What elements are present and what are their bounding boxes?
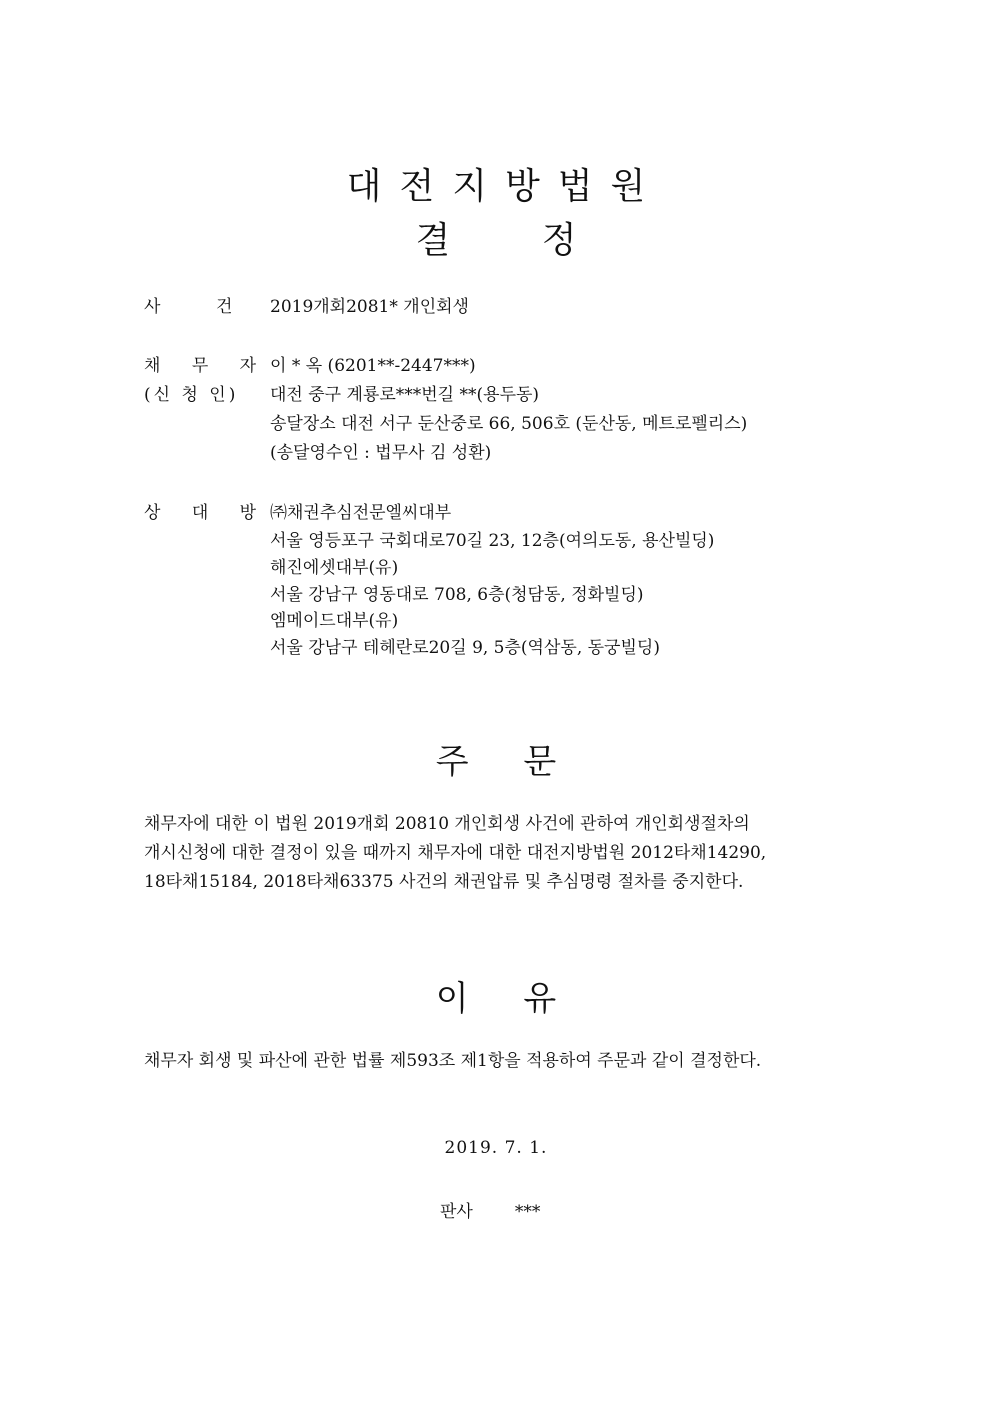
opponent-label: 상 대 방	[144, 503, 270, 523]
order-line: 18타채15184, 2018타채63375 사건의 채권압류 및 추심명령 절차를 중지한다.	[144, 872, 744, 892]
document-type: 결 정	[415, 220, 577, 261]
case-label: 사 건	[144, 297, 233, 317]
order-line: 채무자에 대한 이 법원 2019개회 20810 개인회생 사건에 관하여 개인회생절차의	[144, 814, 750, 834]
opponent-line: 서울 강남구 영동대로 708, 6층(청담동, 정화빌딩)	[270, 585, 644, 605]
opponent-line: 서울 영등포구 국회대로70길 23, 12층(여의도동, 용산빌딩)	[270, 531, 715, 551]
order-text	[144, 810, 864, 897]
reason-heading: 이 유	[435, 979, 557, 1019]
case-number: 2019개회2081* 개인회생	[270, 297, 469, 317]
applicant-label: (신 청 인)	[144, 385, 239, 405]
delivery-recipient: (송달영수인 : 법무사 김 성환)	[270, 443, 492, 463]
debtor-name: 이 * 옥 (6201**-2447***)	[270, 356, 476, 376]
opponent-line: 서울 강남구 테헤란로20길 9, 5층(역삼동, 동궁빌딩)	[270, 638, 660, 658]
delivery-address: 송달장소 대전 서구 둔산중로 66, 506호 (둔산동, 메트로펠리스)	[270, 414, 748, 434]
judge-signature	[440, 1197, 540, 1222]
reason-line: 채무자 회생 및 파산에 관한 법률 제593조 제1항을 적용하여 주문과 같이 결정한다.	[144, 1051, 762, 1071]
reason-text	[144, 1047, 864, 1076]
opponent-line: 엠메이드대부(유)	[270, 611, 399, 631]
order-heading: 주 문	[435, 742, 557, 782]
judge-name: ***	[514, 1202, 541, 1222]
order-line: 개시신청에 대한 결정이 있을 때까지 채무자에 대한 대전지방법원 2012타채14290,	[144, 843, 767, 863]
decision-date: 2019. 7. 1.	[444, 1138, 548, 1158]
opponent-line: ㈜채권추심전문엘씨대부	[270, 503, 452, 523]
opponent-line: 해진에셋대부(유)	[270, 558, 399, 578]
judge-title: 판사	[440, 1202, 473, 1222]
court-name: 대전지방법원	[346, 166, 664, 207]
debtor-label: 채 무 자	[144, 356, 270, 376]
debtor-address: 대전 중구 계룡로***번길 **(용두동)	[270, 385, 540, 405]
